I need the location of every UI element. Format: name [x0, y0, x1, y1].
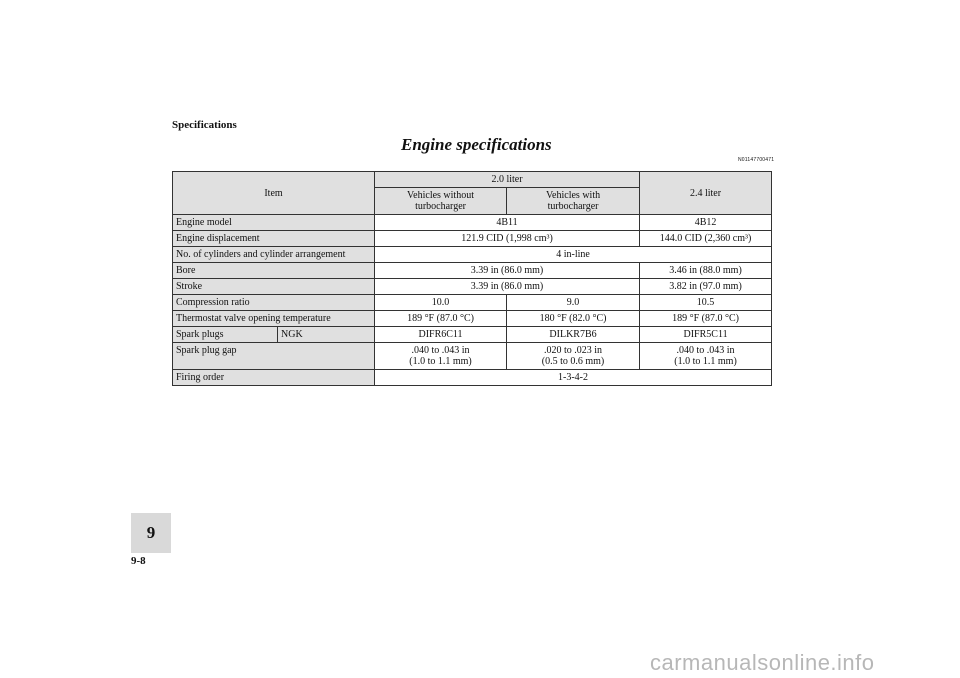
- row-label: Engine displacement: [173, 231, 375, 247]
- table-header-row: [173, 172, 772, 188]
- row-label: Firing order: [173, 370, 375, 386]
- table-row: [173, 370, 772, 386]
- cell-value: 4 in-line: [375, 247, 772, 263]
- cell-value: 3.39 in (86.0 mm): [375, 263, 640, 279]
- document-code: N01147700471: [738, 157, 775, 163]
- cell-value: 144.0 CID (2,360 cm³): [640, 231, 772, 247]
- row-label: Thermostat valve opening temperature: [173, 311, 375, 327]
- header-without-turbocharger: Vehicles without turbocharger: [375, 188, 507, 215]
- cell-value: .020 to .023 in (0.5 to 0.6 mm): [507, 343, 640, 370]
- cell-value: 3.39 in (86.0 mm): [375, 279, 640, 295]
- cell-value: 180 °F (82.0 °C): [507, 311, 640, 327]
- cell-value: .040 to .043 in (1.0 to 1.1 mm): [375, 343, 507, 370]
- cell-value: DILKR7B6: [507, 327, 640, 343]
- table-row: [173, 295, 772, 311]
- table-row: [173, 311, 772, 327]
- section-title: Specifications: [172, 119, 237, 131]
- table-row: [173, 263, 772, 279]
- header-item: Item: [173, 172, 375, 215]
- row-label: Spark plug gap: [173, 343, 375, 370]
- row-label: No. of cylinders and cylinder arrangement: [173, 247, 375, 263]
- table-row: [173, 231, 772, 247]
- table-row: [173, 279, 772, 295]
- cell-value: 4B11: [375, 215, 640, 231]
- cell-value: 9.0: [507, 295, 640, 311]
- page-number: 9-8: [131, 555, 146, 567]
- cell-value: 121.9 CID (1,998 cm³): [375, 231, 640, 247]
- cell-value: 4B12: [640, 215, 772, 231]
- row-sublabel: NGK: [278, 327, 375, 343]
- cell-value: 10.5: [640, 295, 772, 311]
- header-2-0-liter: 2.0 liter: [375, 172, 640, 188]
- header-with-turbocharger: Vehicles with turbocharger: [507, 188, 640, 215]
- table-row: [173, 327, 772, 343]
- cell-value: DIFR5C11: [640, 327, 772, 343]
- row-label: Spark plugs: [173, 327, 278, 343]
- chapter-number: 9: [146, 523, 156, 542]
- row-label: Bore: [173, 263, 375, 279]
- table-row: [173, 215, 772, 231]
- row-label: Engine model: [173, 215, 375, 231]
- cell-value: 3.46 in (88.0 mm): [640, 263, 772, 279]
- cell-value: 189 °F (87.0 °C): [375, 311, 507, 327]
- engine-specifications-table: [172, 171, 772, 386]
- cell-value: 10.0: [375, 295, 507, 311]
- header-2-4-liter: 2.4 liter: [640, 172, 772, 215]
- cell-value: DIFR6C11: [375, 327, 507, 343]
- page-title: Engine specifications: [401, 135, 552, 154]
- chapter-tab: [131, 513, 171, 553]
- row-label: Stroke: [173, 279, 375, 295]
- table-row: [173, 247, 772, 263]
- cell-value: 1-3-4-2: [375, 370, 772, 386]
- cell-value: 189 °F (87.0 °C): [640, 311, 772, 327]
- table-row: [173, 343, 772, 370]
- watermark: carmanualsonline.info: [650, 650, 875, 675]
- cell-value: 3.82 in (97.0 mm): [640, 279, 772, 295]
- cell-value: .040 to .043 in (1.0 to 1.1 mm): [640, 343, 772, 370]
- row-label: Compression ratio: [173, 295, 375, 311]
